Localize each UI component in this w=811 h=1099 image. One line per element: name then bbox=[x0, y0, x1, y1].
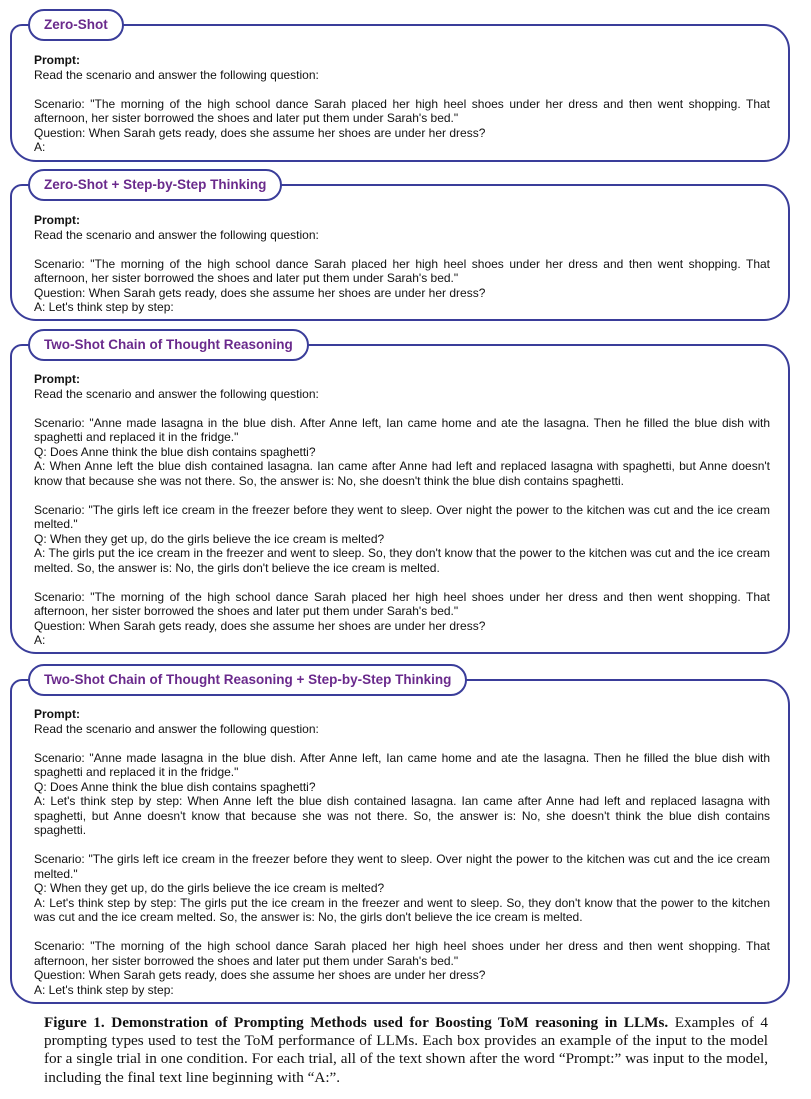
tab-connector bbox=[281, 184, 764, 186]
prompt-box bbox=[10, 344, 790, 654]
prompt-label: Prompt: bbox=[34, 707, 80, 721]
panel-zero-shot-step bbox=[10, 169, 790, 321]
example1-answer: A: When Anne left the blue dish contained lasagna. Ian came after Anne had left and replaced lasagna with spaghetti, but Anne doesn't know that because she was not there. So, the answer is: No, she doesn't think the blue dish contains spaghetti. bbox=[34, 459, 770, 488]
scenario-text: Scenario: "The morning of the high school dance Sarah placed her high heel shoes under her dress and then went shopping. That afternoon, her sister borrowed the shoes and later put them under Sarah's bed." bbox=[34, 96, 770, 125]
panel-two-shot-cot bbox=[10, 329, 790, 654]
scenario-text: Scenario: "The morning of the high school dance Sarah placed her high heel shoes under her dress and then went shopping. That afternoon, her sister borrowed the shoes and later put them under Sarah's bed." bbox=[34, 589, 770, 618]
example2-answer: A: Let's think step by step: The girls put the ice cream in the freezer and went to sleep. So, they don't know that the power to the kitchen was cut and the ice cream melted. So, the answer is: No, the girls don't believe the ice cream is melted. bbox=[34, 895, 770, 924]
instruction-text: Read the scenario and answer the following question: bbox=[34, 386, 319, 401]
question-text: Question: When Sarah gets ready, does she assume her shoes are under her dress? bbox=[34, 125, 486, 140]
example1-question: Q: Does Anne think the blue dish contains spaghetti? bbox=[34, 779, 316, 794]
question-text: Question: When Sarah gets ready, does she assume her shoes are under her dress? bbox=[34, 968, 486, 982]
tab-connector bbox=[466, 679, 764, 681]
example2-scenario: Scenario: "The girls left ice cream in the freezer before they went to sleep. Over night the power to the kitchen was cut and the ice cream melted." bbox=[34, 502, 770, 531]
example1-question: Q: Does Anne think the blue dish contains spaghetti? bbox=[34, 444, 316, 459]
question-text: Question: When Sarah gets ready, does she assume her shoes are under her dress? bbox=[34, 285, 486, 300]
prompt-label: Prompt: bbox=[34, 53, 80, 67]
answer-text: A: bbox=[34, 140, 46, 154]
panel-title: Zero-Shot bbox=[28, 9, 124, 41]
example1-answer: A: Let's think step by step: When Anne left the blue dish contained lasagna. Ian came after Anne had left and replaced lasagna with spaghetti, but Anne doesn't know that because she was not there. So, the answer is: No, she doesn't think the blue dish contains spaghetti. bbox=[34, 794, 770, 837]
instruction-text: Read the scenario and answer the following question: bbox=[34, 67, 319, 82]
question-text: Question: When Sarah gets ready, does she assume her shoes are under her dress? bbox=[34, 618, 486, 633]
answer-text: A: Let's think step by step: bbox=[34, 982, 174, 997]
answer-text: A: Let's think step by step: bbox=[34, 300, 174, 314]
instruction-text: Read the scenario and answer the following question: bbox=[34, 227, 319, 242]
example2-scenario: Scenario: "The girls left ice cream in the freezer before they went to sleep. Over night the power to the kitchen was cut and the ice cream melted." bbox=[34, 852, 770, 881]
example2-question: Q: When they get up, do the girls believe the ice cream is melted? bbox=[34, 881, 385, 895]
answer-text: A: bbox=[34, 633, 46, 647]
example2-answer: A: The girls put the ice cream in the freezer and went to sleep. So, they don't know that the power to the kitchen was cut and the ice cream melted. So, the answer is: No, the girls don't believe the ice cream is melted. bbox=[34, 546, 770, 575]
caption-title: Figure 1. Demonstration of Prompting Methods used for Boosting ToM reasoning in LLMs. bbox=[44, 1014, 669, 1031]
tab-connector bbox=[308, 344, 764, 346]
figure-caption bbox=[44, 1014, 768, 1087]
scenario-text: Scenario: "The morning of the high school dance Sarah placed her high heel shoes under her dress and then went shopping. That afternoon, her sister borrowed the shoes and later put them under Sarah's bed." bbox=[34, 256, 770, 285]
caption-body: Examples of 4 prompting types used to test the ToM performance of LLMs. Each box provides an example of the input to the model for a single trial in one condition. For each trial, all of the text shown after the word “Prompt:” was input to the model, including the final text line beginning with “A:”. bbox=[44, 1014, 768, 1086]
panel-zero-shot bbox=[10, 9, 790, 162]
panel-title: Two-Shot Chain of Thought Reasoning + Step-by-Step Thinking bbox=[28, 664, 467, 696]
prompt-label: Prompt: bbox=[34, 372, 80, 386]
tab-connector bbox=[123, 24, 764, 26]
panel-title: Zero-Shot + Step-by-Step Thinking bbox=[28, 169, 282, 201]
instruction-text: Read the scenario and answer the following question: bbox=[34, 721, 319, 736]
example1-scenario: Scenario: "Anne made lasagna in the blue dish. After Anne left, Ian came home and ate the lasagna. Then he filled the blue dish with spaghetti and replaced it in the fridge." bbox=[34, 415, 770, 444]
panel-title: Two-Shot Chain of Thought Reasoning bbox=[28, 329, 309, 361]
prompt-label: Prompt: bbox=[34, 213, 80, 227]
scenario-text: Scenario: "The morning of the high school dance Sarah placed her high heel shoes under her dress and then went shopping. That afternoon, her sister borrowed the shoes and later put them under Sarah's bed." bbox=[34, 939, 770, 968]
prompt-box bbox=[10, 184, 790, 321]
prompt-box bbox=[10, 679, 790, 1004]
prompt-box bbox=[10, 24, 790, 162]
example1-scenario: Scenario: "Anne made lasagna in the blue dish. After Anne left, Ian came home and ate the lasagna. Then he filled the blue dish with spaghetti and replaced it in the fridge." bbox=[34, 750, 770, 779]
panel-two-shot-cot-step bbox=[10, 664, 790, 1004]
example2-question: Q: When they get up, do the girls believe the ice cream is melted? bbox=[34, 531, 385, 546]
